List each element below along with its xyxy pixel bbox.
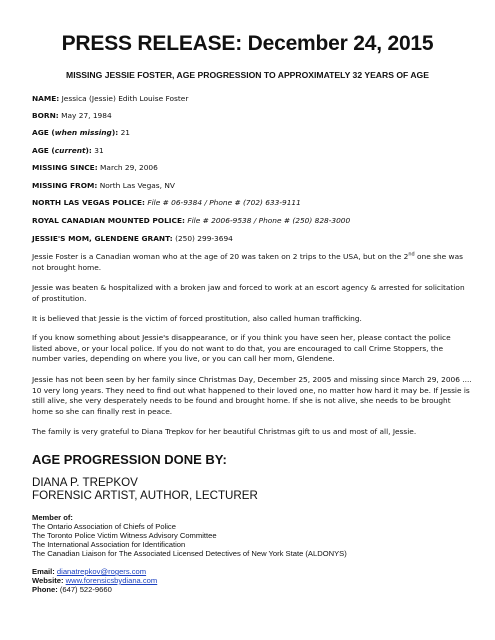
nlv-police-row bbox=[32, 198, 472, 208]
missing-from-label: MISSING FROM: bbox=[32, 181, 98, 190]
name-label: NAME: bbox=[32, 94, 60, 103]
rcmp-row bbox=[32, 216, 472, 226]
website-link[interactable]: www.forensicsbydiana.com bbox=[65, 576, 158, 585]
age-current-emphasis: current bbox=[54, 146, 86, 155]
membership-item: The Ontario Association of Chiefs of Police bbox=[32, 522, 176, 531]
nlv-police-value: File # 06-9384 / Phone # (702) 633-9111 bbox=[147, 198, 301, 207]
artist-name: DIANA P. TREPKOV bbox=[32, 476, 138, 489]
paragraph-6: The family is very grateful to Diana Trepkov for her beautiful Christmas gift to us and most of all, Jessie. bbox=[32, 427, 417, 436]
email-label: Email: bbox=[32, 567, 55, 576]
paragraph-2: Jessie was beaten & hospitalized with a broken jaw and forced to work at an escort agency & arrested for solicitation of prostitution. bbox=[32, 283, 465, 303]
membership-item: The Toronto Police Victim Witness Advisory Committee bbox=[32, 531, 217, 540]
mom-label: JESSIE'S MOM, GLENDENE GRANT: bbox=[32, 234, 173, 243]
age-current-value: 31 bbox=[94, 146, 104, 155]
age-missing-row bbox=[32, 128, 472, 138]
born-row bbox=[32, 111, 472, 121]
phone-value: (647) 522-9660 bbox=[59, 585, 112, 594]
age-progression-heading: AGE PROGRESSION DONE BY: bbox=[32, 452, 227, 467]
email-link[interactable]: dianatrepkov@rogers.com bbox=[56, 567, 147, 576]
born-value: May 27, 1984 bbox=[61, 111, 112, 120]
paragraph-5: Jessie has not been seen by her family since Christmas Day, December 25, 2005 and missing since March 29, 2006 .... 10 very long years. They need to find out what happened to their loved one, no matter how hard it may be. If Jessie is still alive, she very desperately needs to be found and brought home. If she is not alive, she needs to be brought home so she can finally rest in peace. bbox=[32, 375, 472, 416]
name-row bbox=[32, 94, 472, 104]
phone-row bbox=[32, 585, 112, 594]
paragraph-4: If you know something about Jessie's disappearance, or if you think you have seen her, please contact the police listed above, or your local police. If you do not want to do that, you are encouraged to call Crime Stoppers, the number varies, depending on where you live, or you can call her mom, Glendene. bbox=[32, 333, 451, 363]
age-current-row bbox=[32, 146, 472, 156]
email-row bbox=[32, 567, 146, 576]
rcmp-label: ROYAL CANADIAN MOUNTED POLICE: bbox=[32, 216, 185, 225]
missing-since-row bbox=[32, 163, 472, 173]
name-value: Jessica (Jessie) Edith Louise Foster bbox=[61, 94, 189, 103]
age-missing-emphasis: when missing bbox=[54, 128, 112, 137]
age-current-label: AGE (current): bbox=[32, 146, 92, 155]
website-row bbox=[32, 576, 157, 585]
mom-value: (250) 299-3694 bbox=[175, 234, 233, 243]
missing-since-label: MISSING SINCE: bbox=[32, 163, 98, 172]
age-missing-label: AGE (when missing): bbox=[32, 128, 119, 137]
missing-from-row bbox=[32, 181, 472, 191]
membership-item: The Canadian Liaison for The Associated Licensed Detectives of New York State (ALDONYS) bbox=[32, 549, 347, 558]
paragraph-3: It is believed that Jessie is the victim of forced prostitution, also called human trafficking. bbox=[32, 314, 362, 323]
page-subtitle: MISSING JESSIE FOSTER, AGE PROGRESSION TO APPROXIMATELY 32 YEARS OF AGE bbox=[66, 70, 429, 80]
artist-title: FORENSIC ARTIST, AUTHOR, LECTURER bbox=[32, 489, 258, 502]
missing-from-value: North Las Vegas, NV bbox=[99, 181, 175, 190]
born-label: BORN: bbox=[32, 111, 59, 120]
rcmp-value: File # 2006-9538 / Phone # (250) 828-3000 bbox=[187, 216, 351, 225]
paragraph-1: Jessie Foster is a Canadian woman who at the age of 20 was taken on 2 trips to the USA, but on the 2nd one she was not brought home. bbox=[32, 251, 463, 272]
website-label: Website: bbox=[32, 576, 64, 585]
page-title: PRESS RELEASE: December 24, 2015 bbox=[61, 32, 434, 55]
member-label: Member of: bbox=[32, 513, 73, 522]
nlv-police-label: NORTH LAS VEGAS POLICE: bbox=[32, 198, 145, 207]
phone-label: Phone: bbox=[32, 585, 58, 594]
age-missing-value: 21 bbox=[120, 128, 130, 137]
missing-since-value: March 29, 2006 bbox=[100, 163, 158, 172]
membership-item: The International Association for Identification bbox=[32, 540, 186, 549]
mom-row bbox=[32, 234, 472, 244]
